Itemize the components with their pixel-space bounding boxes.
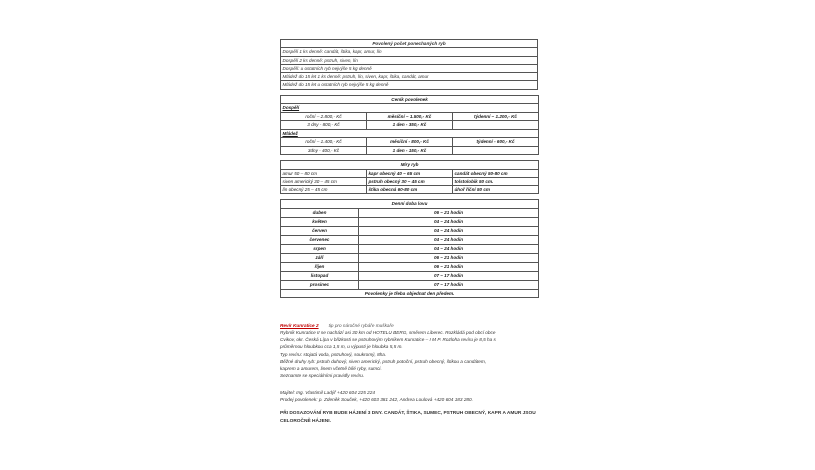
contact-owner: Majitel: Ing. Vlastimil Ladýř +420 604 225 224 [280, 390, 375, 395]
hours-cell: 07 – 17 hodin [359, 271, 539, 280]
revir-line: Běžné druhy ryb: pstruh duhový, siven americký, pstruh potoční, pstruh obecný, štikou a candátem, [280, 358, 487, 364]
hours-footer: Povolenky je třeba objednat den předem. [281, 289, 539, 298]
price-cell [453, 146, 539, 155]
hours-cell: 04 – 24 hodin [359, 218, 539, 227]
limits-row: Dospělí: u ostatních ryb nejvýše 5 kg denně [281, 64, 538, 72]
month-cell: říjen [281, 262, 359, 271]
month-cell: srpen [281, 245, 359, 254]
limits-table [280, 39, 538, 90]
price-cell: měsíční – 1.500,- Kč [367, 112, 453, 121]
price-cell: měsíční - 800,- Kč [367, 138, 453, 147]
revir-note: tip pro náročné rybáře muškaře [328, 323, 394, 328]
price-cell: roční – 1.400,- Kč [281, 138, 367, 147]
price-cell: 1 den - 350,- Kč [367, 121, 453, 130]
month-cell: listopad [281, 271, 359, 280]
revir-contacts [280, 389, 550, 403]
hours-cell: 04 – 24 hodin [359, 227, 539, 236]
document-page [280, 39, 538, 298]
hours-cell: 06 – 21 hodin [359, 262, 539, 271]
size-cell: úhoř říční 50 cm [453, 186, 539, 194]
hours-cell: 06 – 21 hodin [359, 253, 539, 262]
revir-line: průměrnou hloubkou cca 1,5 m, u výpusti je hloubka 5,5 m. [280, 344, 403, 350]
prices-table [280, 95, 539, 156]
youth-label: Mládež [281, 129, 539, 138]
size-cell: tolstolobik 50 cm. [453, 177, 539, 185]
hours-cell: 04 – 24 hodin [359, 236, 539, 245]
size-cell: kapr obecný 40 – 65 cm [367, 169, 453, 177]
limits-title: Povolený počet ponechaných ryb [281, 40, 538, 48]
price-cell: roční – 2.800,- Kč [281, 112, 367, 121]
revir-line: Typ revíru: stojatá voda, pstruhový, soukromý, 8ha. [280, 351, 387, 357]
price-cell: týdenní - 600,- Kč [453, 138, 539, 147]
limits-row: Dospělí 2 ks denně: pstruh, siven, lín [281, 56, 538, 64]
month-cell: září [281, 253, 359, 262]
month-cell: prosinec [281, 280, 359, 289]
hours-cell: 06 – 21 hodin [359, 209, 539, 218]
price-cell [453, 121, 539, 130]
hours-cell: 07 – 17 hodin [359, 280, 539, 289]
prices-title: Ceník povolenek [281, 95, 539, 104]
month-cell: červenec [281, 236, 359, 245]
size-cell: lín obecný 25 – 45 cm [281, 186, 367, 194]
sizes-table [280, 160, 539, 194]
limits-row: Mládež do 15 let u ostatních ryb nejvýše 5 kg denně [281, 81, 538, 89]
price-cell: 1 den - 150,- Kč [367, 146, 453, 155]
hours-table [280, 199, 539, 298]
revir-line: kaprem a amurem, linem včetně bílé ryby, sumci. [280, 366, 382, 372]
hours-cell: 04 – 24 hodin [359, 245, 539, 254]
month-cell: červen [281, 227, 359, 236]
size-cell: candát obecný 50-80 cm [453, 169, 539, 177]
contact-sales: Prodej povolenek: p. Zdeněk Souček, +420 603 381 242, Andrea Loulová +420 604 183 280. [280, 397, 473, 403]
revir-line: Seznamte se speciálními pravidly revíru. [280, 373, 365, 379]
price-cell: 3dny - 400,- Kč [281, 146, 367, 155]
month-cell: duben [281, 209, 359, 218]
adults-label: Dospělí [281, 104, 539, 113]
price-cell: 3 dny - 800,- Kč [281, 121, 367, 130]
size-cell: štika obecná 60-80 cm [367, 186, 453, 194]
revir-warning [280, 410, 542, 425]
month-cell: květen [281, 218, 359, 227]
revir-line: Cvikov, okr. Česká Lípa v blízkosti se pstruhovým rybníkem Kunratice – I M P. Rozloha revíru je 8,5 ha s [280, 337, 496, 343]
revir-description [280, 329, 550, 379]
hours-title: Denní doba lovu [281, 200, 539, 209]
size-cell: siven americký 30 – 45 cm [281, 177, 367, 185]
warning-text: PŘI DOSAZOVÁNÍ RYB BUDE HÁJENÍ 3 DNY. CANDÁT, ŠTIKA, SUMEC, PSTRUH OBECNÝ, KAPR A AMUR JSOU CELOROČNĚ HÁJENI. [280, 411, 536, 424]
size-cell: amur 50 – 80 cm [281, 169, 367, 177]
size-cell: pstruh obecný 30 – 45 cm [367, 177, 453, 185]
revir-title: Revír Kunratice 2 [280, 323, 319, 328]
revir-line: Rybník Kunratice II se nachází asi 30 km od HOTELU BERG, směrem Liberec. Rozkládá pod obcí obce [280, 330, 496, 335]
price-cell: týdenní – 1.200,- Kč [453, 112, 539, 121]
limits-row: Dospělí 1 ks denně: candát, štika, kapr, amur, lín [281, 48, 538, 56]
limits-row: Mládež do 15 let 1 ks denně: pstruh, lín, siven, kapr, štika, candát, amur [281, 73, 538, 81]
sizes-title: Míry ryb [281, 161, 539, 169]
